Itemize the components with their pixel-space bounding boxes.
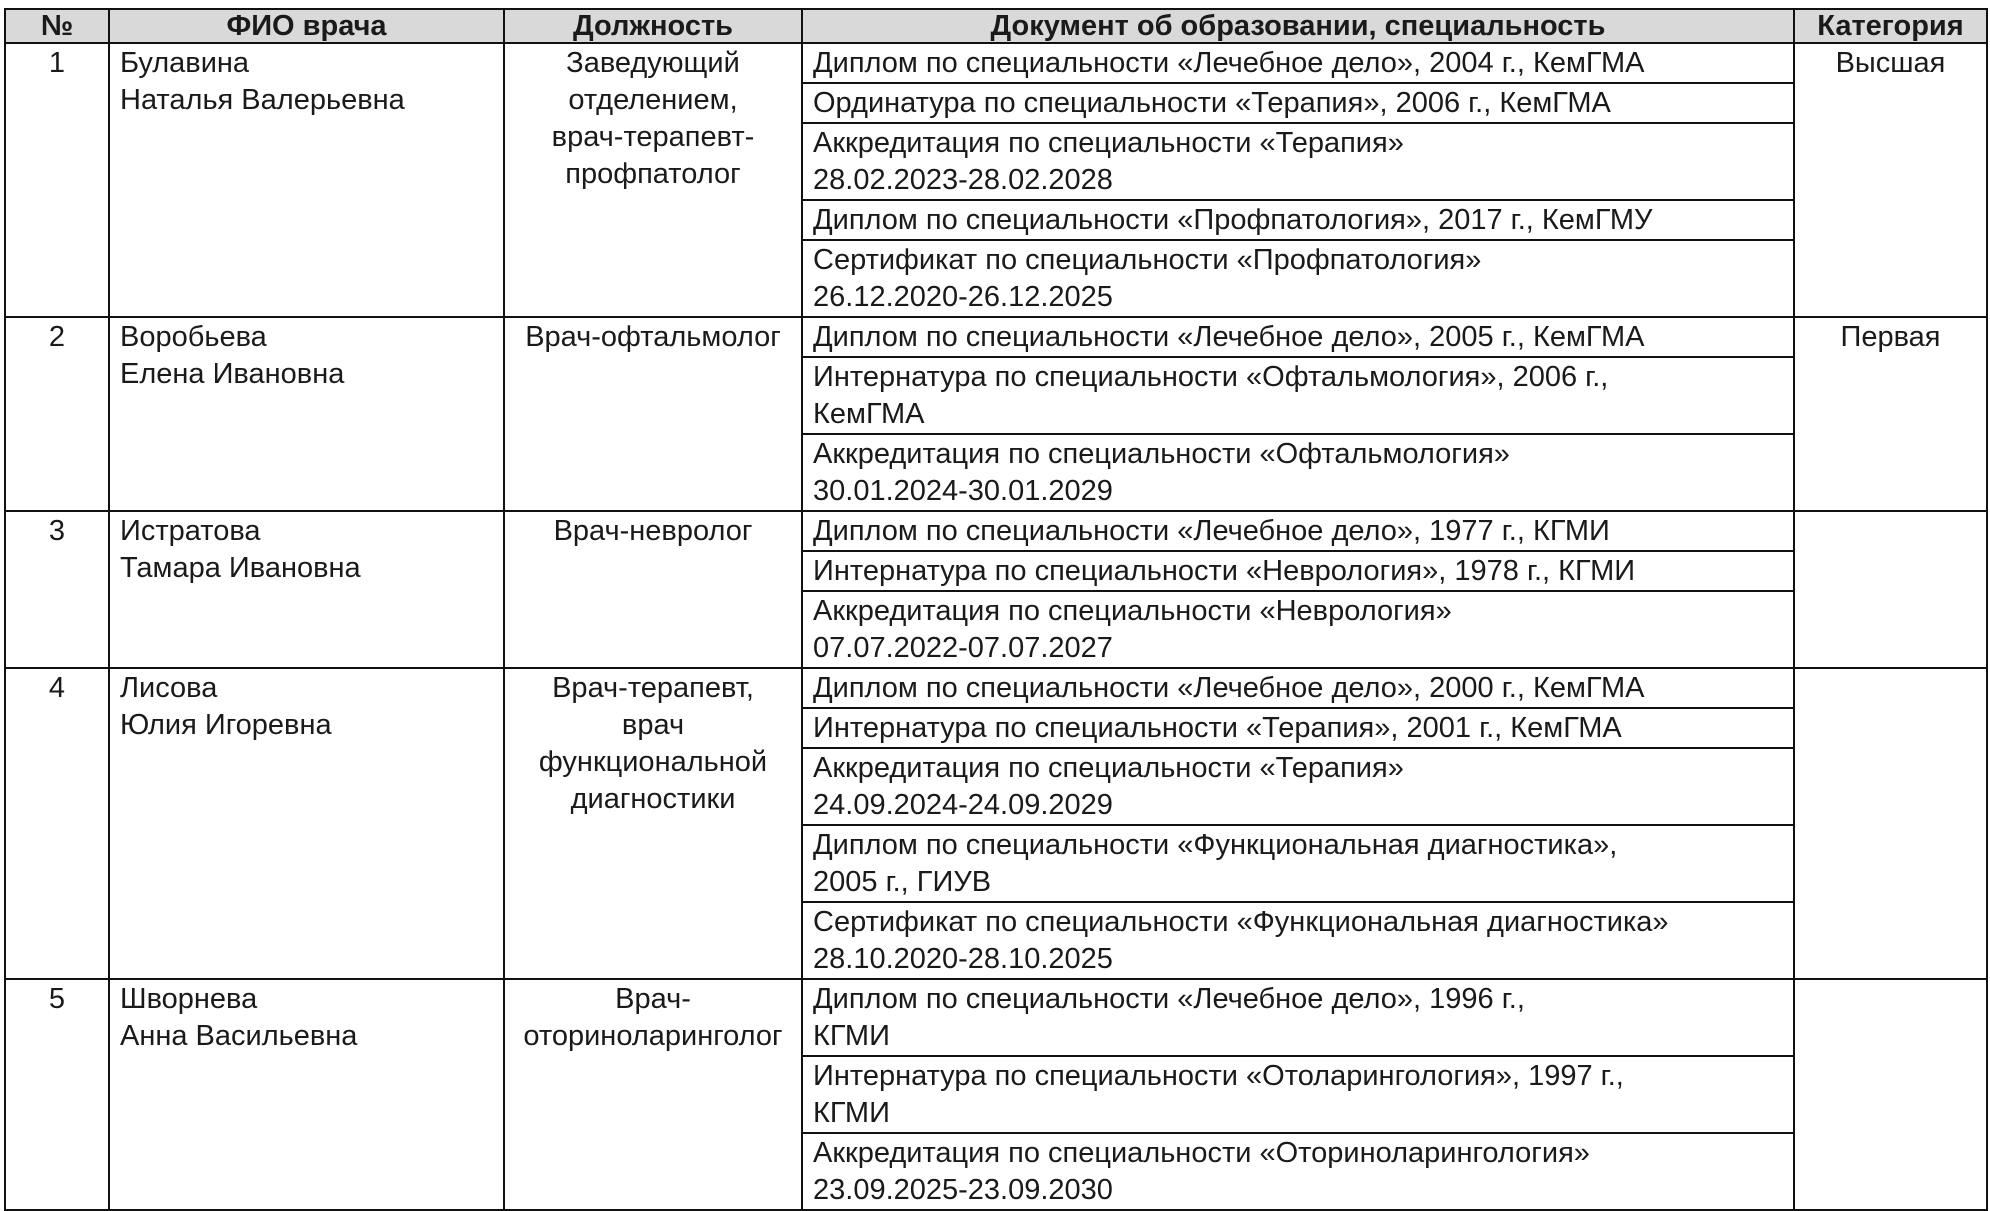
header-documents: Документ об образовании, специальность	[802, 9, 1794, 43]
doctor-given-names: Елена Ивановна	[120, 358, 345, 390]
document-line: Интернатура по специальности «Терапия», 2001 г., КемГМА	[813, 712, 1622, 744]
doctor-name	[109, 317, 504, 511]
document-line: Аккредитация по специальности «Терапия»	[813, 127, 1404, 159]
education-document	[802, 511, 1794, 551]
table-row	[5, 43, 1987, 83]
document-line: Диплом по специальности «Лечебное дело», 2005 г., КемГМА	[813, 321, 1645, 353]
doctor-number: 5	[5, 979, 109, 1210]
document-line: 07.07.2022-07.07.2027	[813, 632, 1113, 664]
header-position: Должность	[504, 9, 802, 43]
education-document	[802, 551, 1794, 591]
doctor-category	[1794, 511, 1987, 668]
table-body	[5, 43, 1987, 1210]
document-line: Диплом по специальности «Лечебное дело», 2000 г., КемГМА	[813, 672, 1645, 704]
doctor-given-names: Тамара Ивановна	[120, 552, 361, 584]
header-category: Категория	[1794, 9, 1987, 43]
position-line: диагностики	[570, 783, 736, 815]
education-document	[802, 1133, 1794, 1210]
position-line: Врач-невролог	[553, 515, 753, 547]
table-row	[5, 979, 1987, 1056]
doctor-name	[109, 979, 504, 1210]
doctor-number: 1	[5, 43, 109, 317]
doctor-name	[109, 43, 504, 317]
header-name: ФИО врача	[109, 9, 504, 43]
position-line: профпатолог	[565, 158, 741, 190]
position-line: Врач-офтальмолог	[525, 321, 781, 353]
document-line: 2005 г., ГИУВ	[813, 866, 992, 898]
document-line: 26.12.2020-26.12.2025	[813, 281, 1113, 313]
position-line: врач-терапевт-	[551, 121, 755, 153]
document-line: 24.09.2024-24.09.2029	[813, 789, 1113, 821]
doctor-number: 4	[5, 668, 109, 979]
document-line: 23.09.2025-23.09.2030	[813, 1174, 1113, 1206]
document-line: Аккредитация по специальности «Офтальмология»	[813, 438, 1510, 470]
header-num: №	[5, 9, 109, 43]
document-line: 28.02.2023-28.02.2028	[813, 164, 1113, 196]
document-line: КГМИ	[813, 1097, 890, 1129]
document-line: Диплом по специальности «Лечебное дело», 2004 г., КемГМА	[813, 47, 1645, 79]
education-document	[802, 708, 1794, 748]
doctor-surname: Булавина	[120, 47, 250, 79]
doctor-number: 3	[5, 511, 109, 668]
doctor-given-names: Анна Васильевна	[120, 1020, 358, 1052]
document-line: КемГМА	[813, 398, 925, 430]
position-line: отделением,	[568, 84, 738, 116]
doctor-position	[504, 317, 802, 511]
document-line: Диплом по специальности «Функциональная диагностика»,	[813, 829, 1618, 861]
position-line: врач	[621, 709, 685, 741]
position-line: Врач-терапевт,	[552, 672, 754, 704]
education-document	[802, 357, 1794, 434]
doctor-surname: Лисова	[120, 672, 218, 704]
education-document	[802, 825, 1794, 902]
document-line: КГМИ	[813, 1020, 890, 1052]
document-line: Аккредитация по специальности «Терапия»	[813, 752, 1404, 784]
document-line: Интернатура по специальности «Неврология», 1978 г., КГМИ	[813, 555, 1636, 587]
doctor-position	[504, 668, 802, 979]
doctor-category	[1794, 668, 1987, 979]
education-document	[802, 979, 1794, 1056]
document-line: Аккредитация по специальности «Неврология»	[813, 595, 1452, 627]
doctor-surname: Шворнева	[120, 983, 258, 1015]
document-line: 30.01.2024-30.01.2029	[813, 475, 1113, 507]
table-row	[5, 511, 1987, 551]
doctor-category	[1794, 979, 1987, 1210]
doctor-number: 2	[5, 317, 109, 511]
education-document	[802, 200, 1794, 240]
education-document	[802, 591, 1794, 668]
education-document	[802, 748, 1794, 825]
education-document	[802, 83, 1794, 123]
education-document	[802, 317, 1794, 357]
document-line: Диплом по специальности «Лечебное дело», 1996 г.,	[813, 983, 1525, 1015]
education-document	[802, 1056, 1794, 1133]
document-line: Интернатура по специальности «Отоларингология», 1997 г.,	[813, 1060, 1624, 1092]
table-header-row	[5, 9, 1987, 43]
table-row	[5, 317, 1987, 357]
document-line: Сертификат по специальности «Функциональная диагностика»	[813, 906, 1669, 938]
education-document	[802, 240, 1794, 317]
education-document	[802, 123, 1794, 200]
doctor-position	[504, 979, 802, 1210]
education-document	[802, 902, 1794, 979]
document-line: 28.10.2020-28.10.2025	[813, 943, 1113, 975]
position-line: Заведующий	[566, 47, 740, 79]
doctor-given-names: Наталья Валерьевна	[120, 84, 405, 116]
doctor-given-names: Юлия Игоревна	[120, 709, 332, 741]
document-line: Диплом по специальности «Лечебное дело», 1977 г., КГМИ	[813, 515, 1610, 547]
position-line: функциональной	[538, 746, 768, 778]
position-line: оториноларинголог	[523, 1020, 783, 1052]
document-line: Интернатура по специальности «Офтальмология», 2006 г.,	[813, 361, 1609, 393]
doctors-table	[4, 8, 1988, 1211]
document-line: Ординатура по специальности «Терапия», 2006 г., КемГМА	[813, 87, 1611, 119]
doctor-category: Высшая	[1794, 43, 1987, 317]
document-line: Диплом по специальности «Профпатология», 2017 г., КемГМУ	[813, 204, 1653, 236]
doctor-position	[504, 43, 802, 317]
position-line: Врач-	[615, 983, 691, 1015]
education-document	[802, 43, 1794, 83]
education-document	[802, 434, 1794, 511]
education-document	[802, 668, 1794, 708]
doctor-name	[109, 668, 504, 979]
doctor-category: Первая	[1794, 317, 1987, 511]
doctor-name	[109, 511, 504, 668]
doctor-surname: Воробьева	[120, 321, 267, 353]
table-row	[5, 668, 1987, 708]
document-line: Аккредитация по специальности «Оториноларингология»	[813, 1137, 1590, 1169]
doctor-position	[504, 511, 802, 668]
doctor-surname: Истратова	[120, 515, 261, 547]
document-line: Сертификат по специальности «Профпатология»	[813, 244, 1482, 276]
